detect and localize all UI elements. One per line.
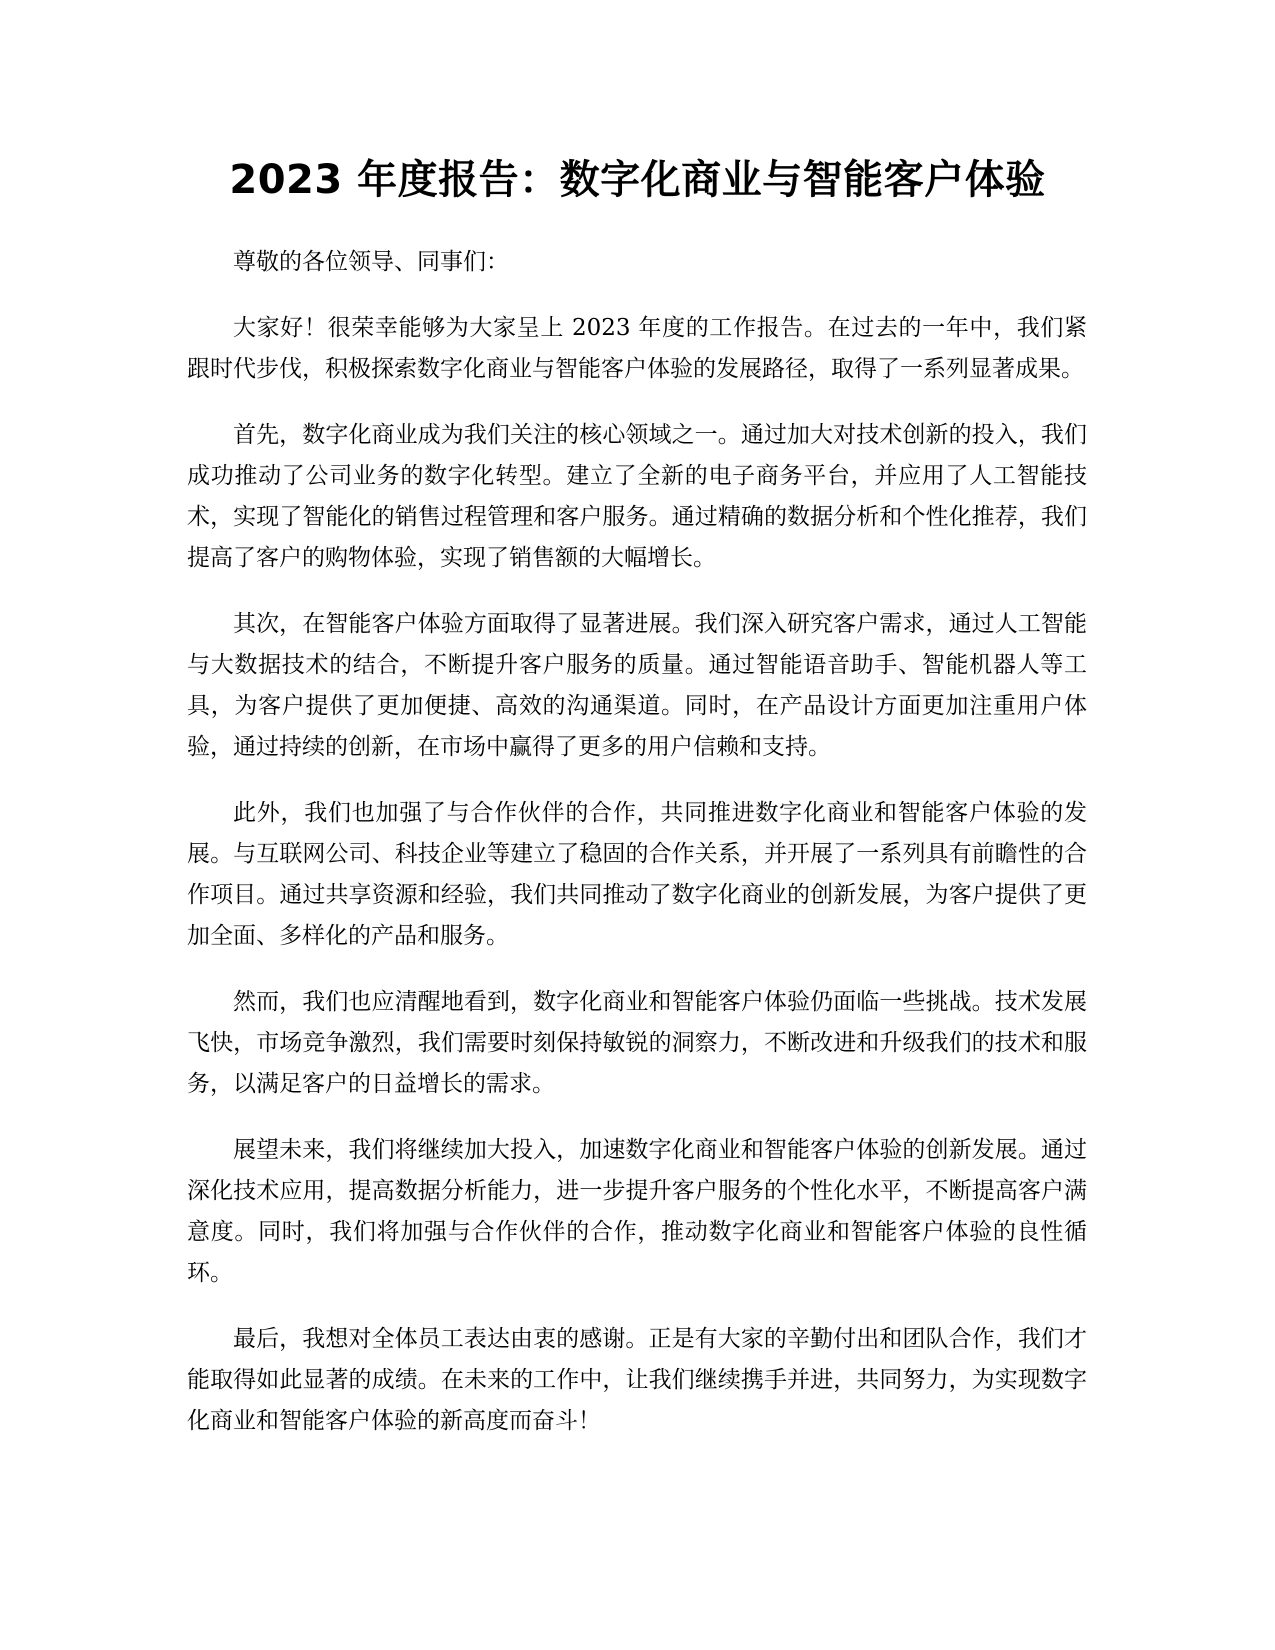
paragraph-4: 此外，我们也加强了与合作伙伴的合作，共同推进数字化商业和智能客户体验的发展。与互联网公司、科技企业等建立了稳固的合作关系，并开展了一系列具有前瞻性的合作项目。通过共享资源和经验，我们共同推动了数字化商业的创新发展，为客户提供了更加全面、多样化的产品和服务。 [187, 800, 1087, 949]
paragraph-3: 其次，在智能客户体验方面取得了显著进展。我们深入研究客户需求，通过人工智能与大数据技术的结合，不断提升客户服务的质量。通过智能语音助手、智能机器人等工具，为客户提供了更加便捷、高效的沟通渠道。同时，在产品设计方面更加注重用户体验，通过持续的创新，在市场中赢得了更多的用户信赖和支持。 [187, 611, 1087, 760]
document-title: 2023 年度报告：数字化商业与智能客户体验 [229, 157, 1046, 203]
paragraph-5: 然而，我们也应清醒地看到，数字化商业和智能客户体验仍面临一些挑战。技术发展飞快，市场竞争激烈，我们需要时刻保持敏锐的洞察力，不断改进和升级我们的技术和服务，以满足客户的日益增长的需求。 [187, 989, 1087, 1097]
paragraph-2: 首先，数字化商业成为我们关注的核心领域之一。通过加大对技术创新的投入，我们成功推动了公司业务的数字化转型。建立了全新的电子商务平台，并应用了人工智能技术，实现了智能化的销售过程管理和客户服务。通过精确的数据分析和个性化推荐，我们提高了客户的购物体验，实现了销售额的大幅增长。 [187, 422, 1087, 571]
salutation: 尊敬的各位领导、同事们： [233, 249, 509, 275]
paragraph-6: 展望未来，我们将继续加大投入，加速数字化商业和智能客户体验的创新发展。通过深化技术应用，提高数据分析能力，进一步提升客户服务的个性化水平，不断提高客户满意度。同时，我们将加强与合作伙伴的合作，推动数字化商业和智能客户体验的良性循环。 [187, 1137, 1087, 1286]
paragraph-7: 最后，我想对全体员工表达由衷的感谢。正是有大家的辛勤付出和团队合作，我们才能取得如此显著的成绩。在未来的工作中，让我们继续携手并进，共同努力，为实现数字化商业和智能客户体验的新高度而奋斗！ [187, 1326, 1087, 1434]
paragraph-1: 大家好！很荣幸能够为大家呈上 2023 年度的工作报告。在过去的一年中，我们紧跟时代步伐，积极探索数字化商业与智能客户体验的发展路径，取得了一系列显著成果。 [187, 315, 1087, 382]
document-body [187, 242, 1087, 1467]
